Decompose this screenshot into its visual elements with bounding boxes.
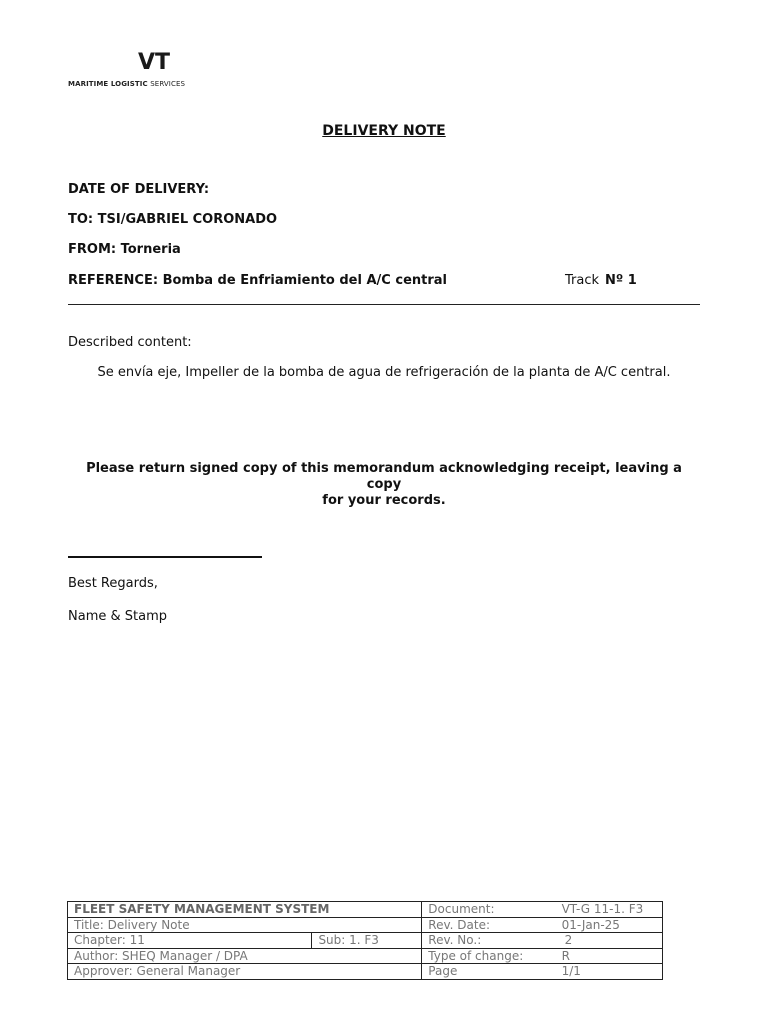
document-value: VT-G 11-1. F3 <box>556 902 663 918</box>
rev-date-value: 01-Jan-25 <box>556 917 663 933</box>
reference: REFERENCE: Bomba de Enfriamiento del A/C central <box>68 273 447 288</box>
sub-chapter: Sub: 1. F3 <box>312 933 422 949</box>
logo-tagline: MARITIME LOGISTIC SERVICES <box>68 80 186 88</box>
sender: FROM: Torneria <box>68 242 181 257</box>
change-type-label: Type of change: <box>422 948 556 964</box>
system-name: FLEET SAFETY MANAGEMENT SYSTEM <box>68 902 422 918</box>
divider <box>68 304 700 305</box>
rev-no-value: 2 <box>556 933 663 949</box>
rev-no-label: Rev. No.: <box>422 933 556 949</box>
page-label: Page <box>422 964 556 980</box>
rev-date-label: Rev. Date: <box>422 917 556 933</box>
doc-title: Title: Delivery Note <box>68 917 422 933</box>
content-text: Se envía eje, Impeller de la bomba de agua de refrigeración de la planta de A/C central. <box>97 365 671 380</box>
document-label: Document: <box>422 902 556 918</box>
author: Author: SHEQ Manager / DPA <box>68 948 422 964</box>
date-of-delivery: DATE OF DELIVERY: <box>68 182 210 197</box>
best-regards: Best Regards, <box>68 576 158 591</box>
track-number: Track Nº 1 <box>565 273 637 288</box>
change-type-value: R <box>556 948 663 964</box>
content-label: Described content: <box>68 335 192 350</box>
name-and-stamp: Name & Stamp <box>68 609 167 624</box>
logo-brand: VT <box>138 50 171 75</box>
approver: Approver: General Manager <box>68 964 422 980</box>
document-title: DELIVERY NOTE <box>322 123 446 139</box>
signature-line <box>68 556 262 558</box>
company-logo <box>68 30 186 90</box>
return-notice: Please return signed copy of this memorandum acknowledging receipt, leaving a copy for your records. <box>86 461 682 508</box>
recipient: TO: TSI/GABRIEL CORONADO <box>68 212 278 227</box>
page-value: 1/1 <box>556 964 663 980</box>
document-control-table <box>67 901 663 980</box>
chapter: Chapter: 11 <box>68 933 312 949</box>
